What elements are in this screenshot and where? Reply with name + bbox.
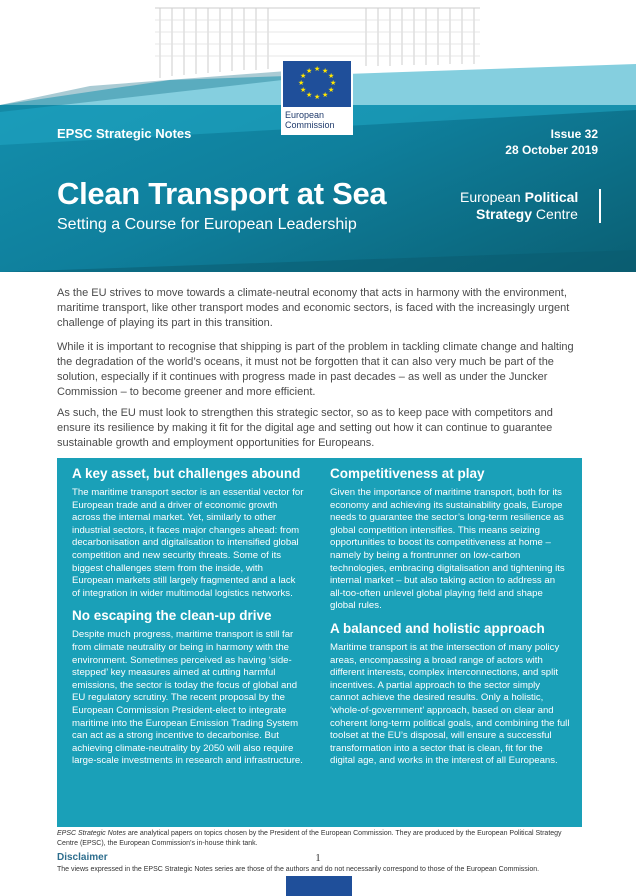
intro-paragraph-3: As such, the EU must look to strengthen this strategic sector, so as to keep pace with competitors and ensure its resilience by making it fit for the digital age and setting out how it can continue to guarantee sustainable growth and employment opportunities for Europeans. [57,407,553,449]
section-body: Despite much progress, maritime transport is still far from climate neutrality or being in harmony with the environment. Sometimes perceived as having ‘side-stepped’ key measures aimed at cutting harmful emissions, the sector is today the focus of global and EU regulatory scrutiny. The recent proposal by the European Commission President-elect to integrate maritime into the European Emission Trading System can act as a strong incentive to decarbonise. But achieving climate-neutrality by 2050 will also require large-scale investments in research and infrastructure. [72,629,303,767]
page-subtitle: Setting a Course for European Leadership [57,216,357,233]
epsc-divider [599,189,601,223]
epsc-line-1: European Political [460,189,579,205]
section-heading: Competitiveness at play [330,466,485,481]
series-label: EPSC Strategic Notes [57,126,192,141]
page-number: 1 [315,852,321,864]
disclaimer-text: The views expressed in the EPSC Strategic Notes series are those of the authors and do not necessarily correspond to those of the European Commission. [57,866,540,873]
header-banner [0,0,636,272]
section-heading: No escaping the clean-up drive [72,608,272,624]
logo-line-2: Commission [285,120,335,130]
footer-bar [286,876,352,896]
footnote-series-name: EPSC Strategic Notes [57,830,126,837]
page-title: Clean Transport at Sea [57,176,387,211]
issue-date: 28 October 2019 [505,143,598,157]
summary-column-right [330,466,570,773]
logo-line-1: European [285,110,325,120]
eu-flag-icon: ★ ★ ★ ★ ★ ★ ★ ★ ★ ★ ★ ★ [283,61,351,107]
section-body: Maritime transport is at the intersection of many policy areas, encompassing a broad range of actors with different interests, complex interconnections, and split incentives. A partial approach to the sector simply cannot achieve the desired results. Only a holistic, ‘whole-of-government’ approach, based on clear and coherent long-term political goals, and combining the full toolset at the EU’s disposal, will ensure a successful transformation into a sector that is clean, fit for the digital age, and works in the interest of all Europeans. [330,641,570,767]
intro-paragraph-2: While it is important to recognise that shipping is part of the problem in tackling climate change and halting the degradation of the world’s oceans, it must not be forgotten that it can also very much be part of the solution, especially if it continues with progress made in past decades – as well as under the Juncker Commission – to become greener and more efficient. [57,341,574,398]
section-body: Given the importance of maritime transport, both for its economy and achieving its sustainability goals, Europe needs to guarantee the sector’s long-term resilience as global competition intensifies. This means seizing opportunities to boost its competitiveness at home – namely by being a frontrunner on low-carbon technologies, embracing digitalisation and tightening its internal market – but also taking action to address an all-too-often unlevel global playing field and shape global rules. [330,487,565,612]
footnote [57,829,581,849]
summary-column-left [72,466,304,773]
section-heading: A balanced and holistic approach [330,620,545,636]
section-heading: A key asset, but challenges abound [72,466,301,481]
epsc-logo [460,189,578,223]
summary-box [57,458,582,827]
section-body: The maritime transport sector is an essential vector for European trade and a driver of economic growth across the internal market. Yet, similarly to other industrial sectors, it faces major changes ahead: from decarbonisation and digitalisation to intensified global competition and new security threats. Some of its biggest challenges stem from the inside, with European markets still largely fragmented and a lack of integration in wider multimodal logistics networks. [72,487,304,599]
footnote-text: are analytical papers on topics chosen by the President of the European Commission. They are produced by the European Political Strategy Centre (EPSC), the European Commission’s in-house think tank. [57,830,562,847]
ec-logo-text [285,110,335,130]
issue-info [505,126,598,158]
intro-paragraph-1: As the EU strives to move towards a climate-neutral economy that acts in harmony with the environment, maritime transport, like other transport modes and economic sectors, is faced with the increasingly urgent challenge of playing its part in this transition. [57,287,570,329]
issue-number: Issue 32 [550,127,598,141]
disclaimer-title: Disclaimer [57,852,108,863]
epsc-line-2: Strategy Centre [476,206,578,222]
